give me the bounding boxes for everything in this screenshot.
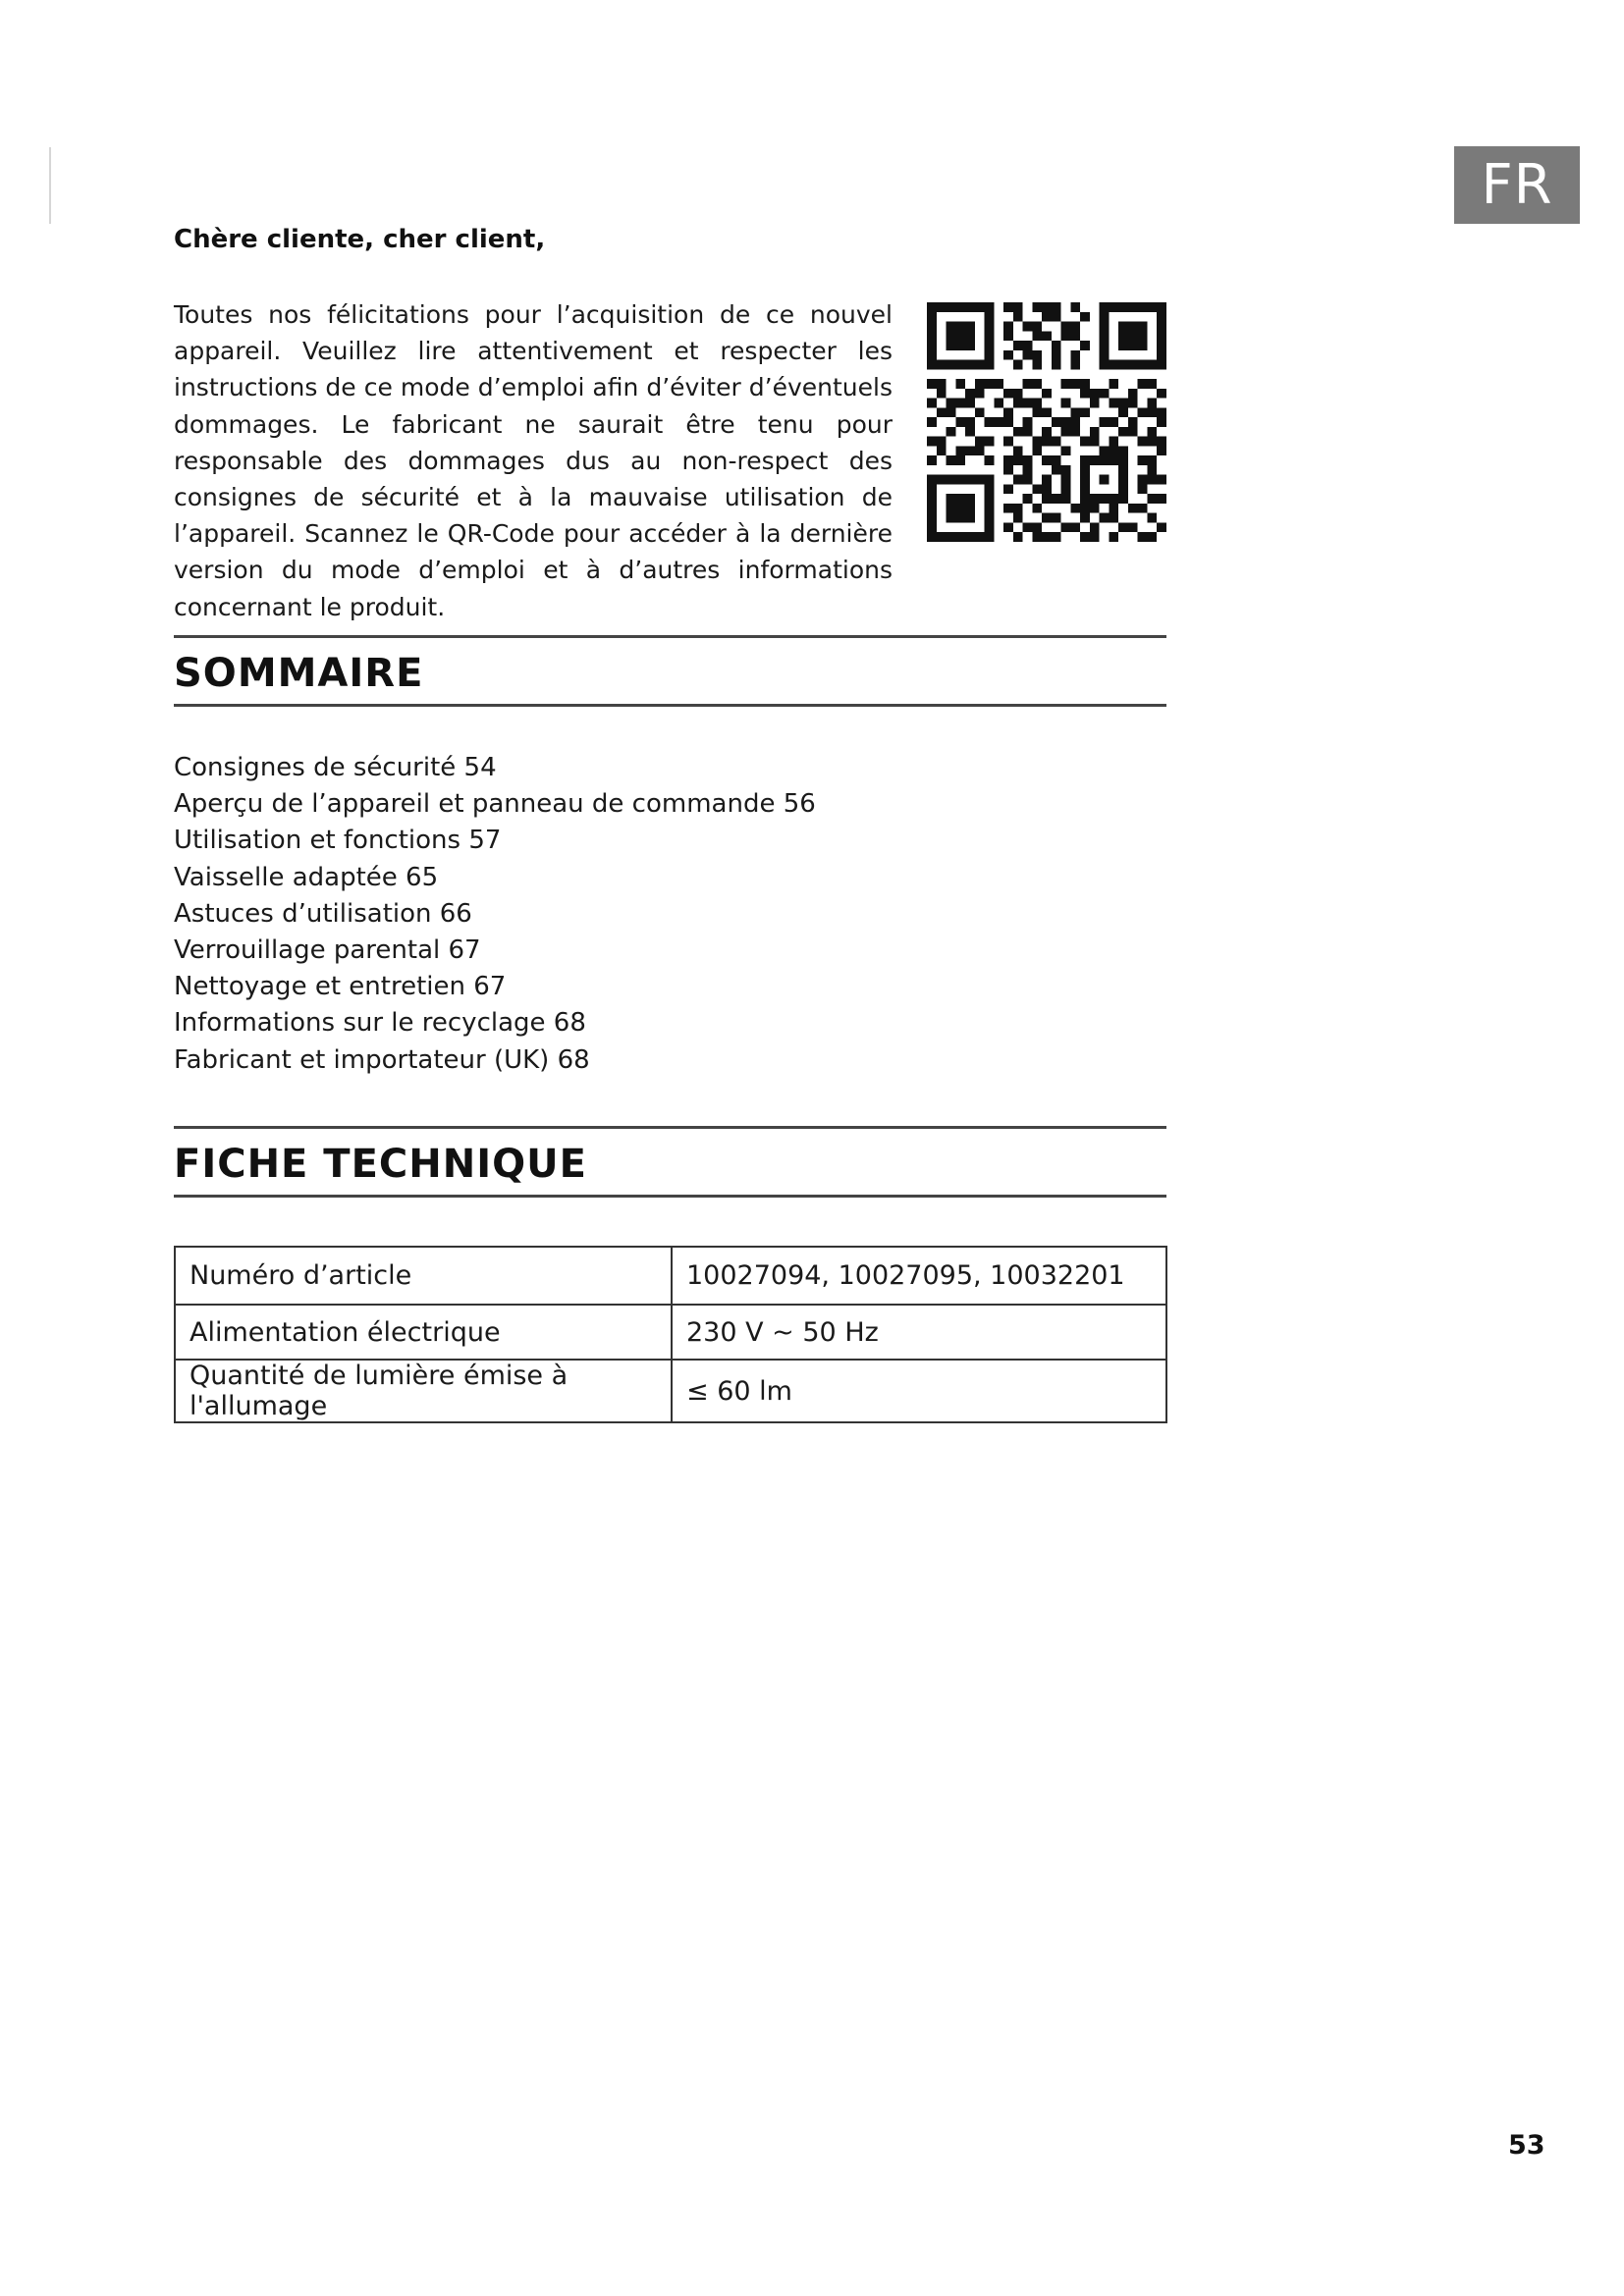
- table-of-contents: [174, 750, 816, 1079]
- toc-item: Astuces d’utilisation 66: [174, 898, 472, 929]
- margin-line: [49, 147, 51, 224]
- spec-label: Quantité de lumière émise à l'allumage: [175, 1360, 672, 1422]
- contents-top-rule: [174, 635, 1166, 638]
- specs-title: FICHE TECHNIQUE: [174, 1142, 587, 1187]
- contents-bottom-rule: [174, 704, 1166, 707]
- specs-top-rule: [174, 1126, 1166, 1129]
- toc-item: Nettoyage et entretien 67: [174, 972, 507, 1002]
- intro-paragraph: Toutes nos félicitations pour l’acquisition de ce nouvel appareil. Veuillez lire attentivement et respecter les instructions de ce mode d’emploi afin d’éviter d’éventuels dommages. Le fabricant ne saurait être tenu pour responsable des dommages dus au non-respect des consignes de sécurité et à la mauvaise utilisation de l’appareil. Scannez le QR-Code pour accéder à la dernière version du mode d’emploi et à d’autres informations concernant le produit.: [174, 300, 893, 621]
- toc-item: Vaisselle adaptée 65: [174, 862, 439, 892]
- spec-value: ≤ 60 lm: [672, 1360, 1166, 1422]
- table-row: [175, 1360, 1166, 1422]
- toc-item: Fabricant et importateur (UK) 68: [174, 1044, 590, 1075]
- greeting: Chère cliente, cher client,: [174, 225, 546, 254]
- page-number: 53: [1508, 2130, 1545, 2161]
- toc-item: Verrouillage parental 67: [174, 935, 481, 966]
- technical-data-table: [174, 1246, 1167, 1423]
- table-row: [175, 1247, 1166, 1305]
- spec-value: 10027094, 10027095, 10032201: [672, 1247, 1166, 1305]
- table-row: [175, 1305, 1166, 1360]
- spec-value: 230 V ~ 50 Hz: [672, 1305, 1166, 1360]
- toc-item: Informations sur le recyclage 68: [174, 1008, 586, 1039]
- spec-label: Alimentation électrique: [175, 1305, 672, 1360]
- language-tab: FR: [1454, 146, 1580, 224]
- toc-item: Consignes de sécurité 54: [174, 753, 497, 782]
- toc-item: Aperçu de l’appareil et panneau de commande 56: [174, 789, 816, 820]
- toc-item: Utilisation et fonctions 57: [174, 826, 502, 856]
- contents-title: SOMMAIRE: [174, 651, 424, 696]
- specs-bottom-rule: [174, 1195, 1166, 1198]
- qr-code-icon: [927, 302, 1166, 542]
- spec-label: Numéro d’article: [175, 1247, 672, 1305]
